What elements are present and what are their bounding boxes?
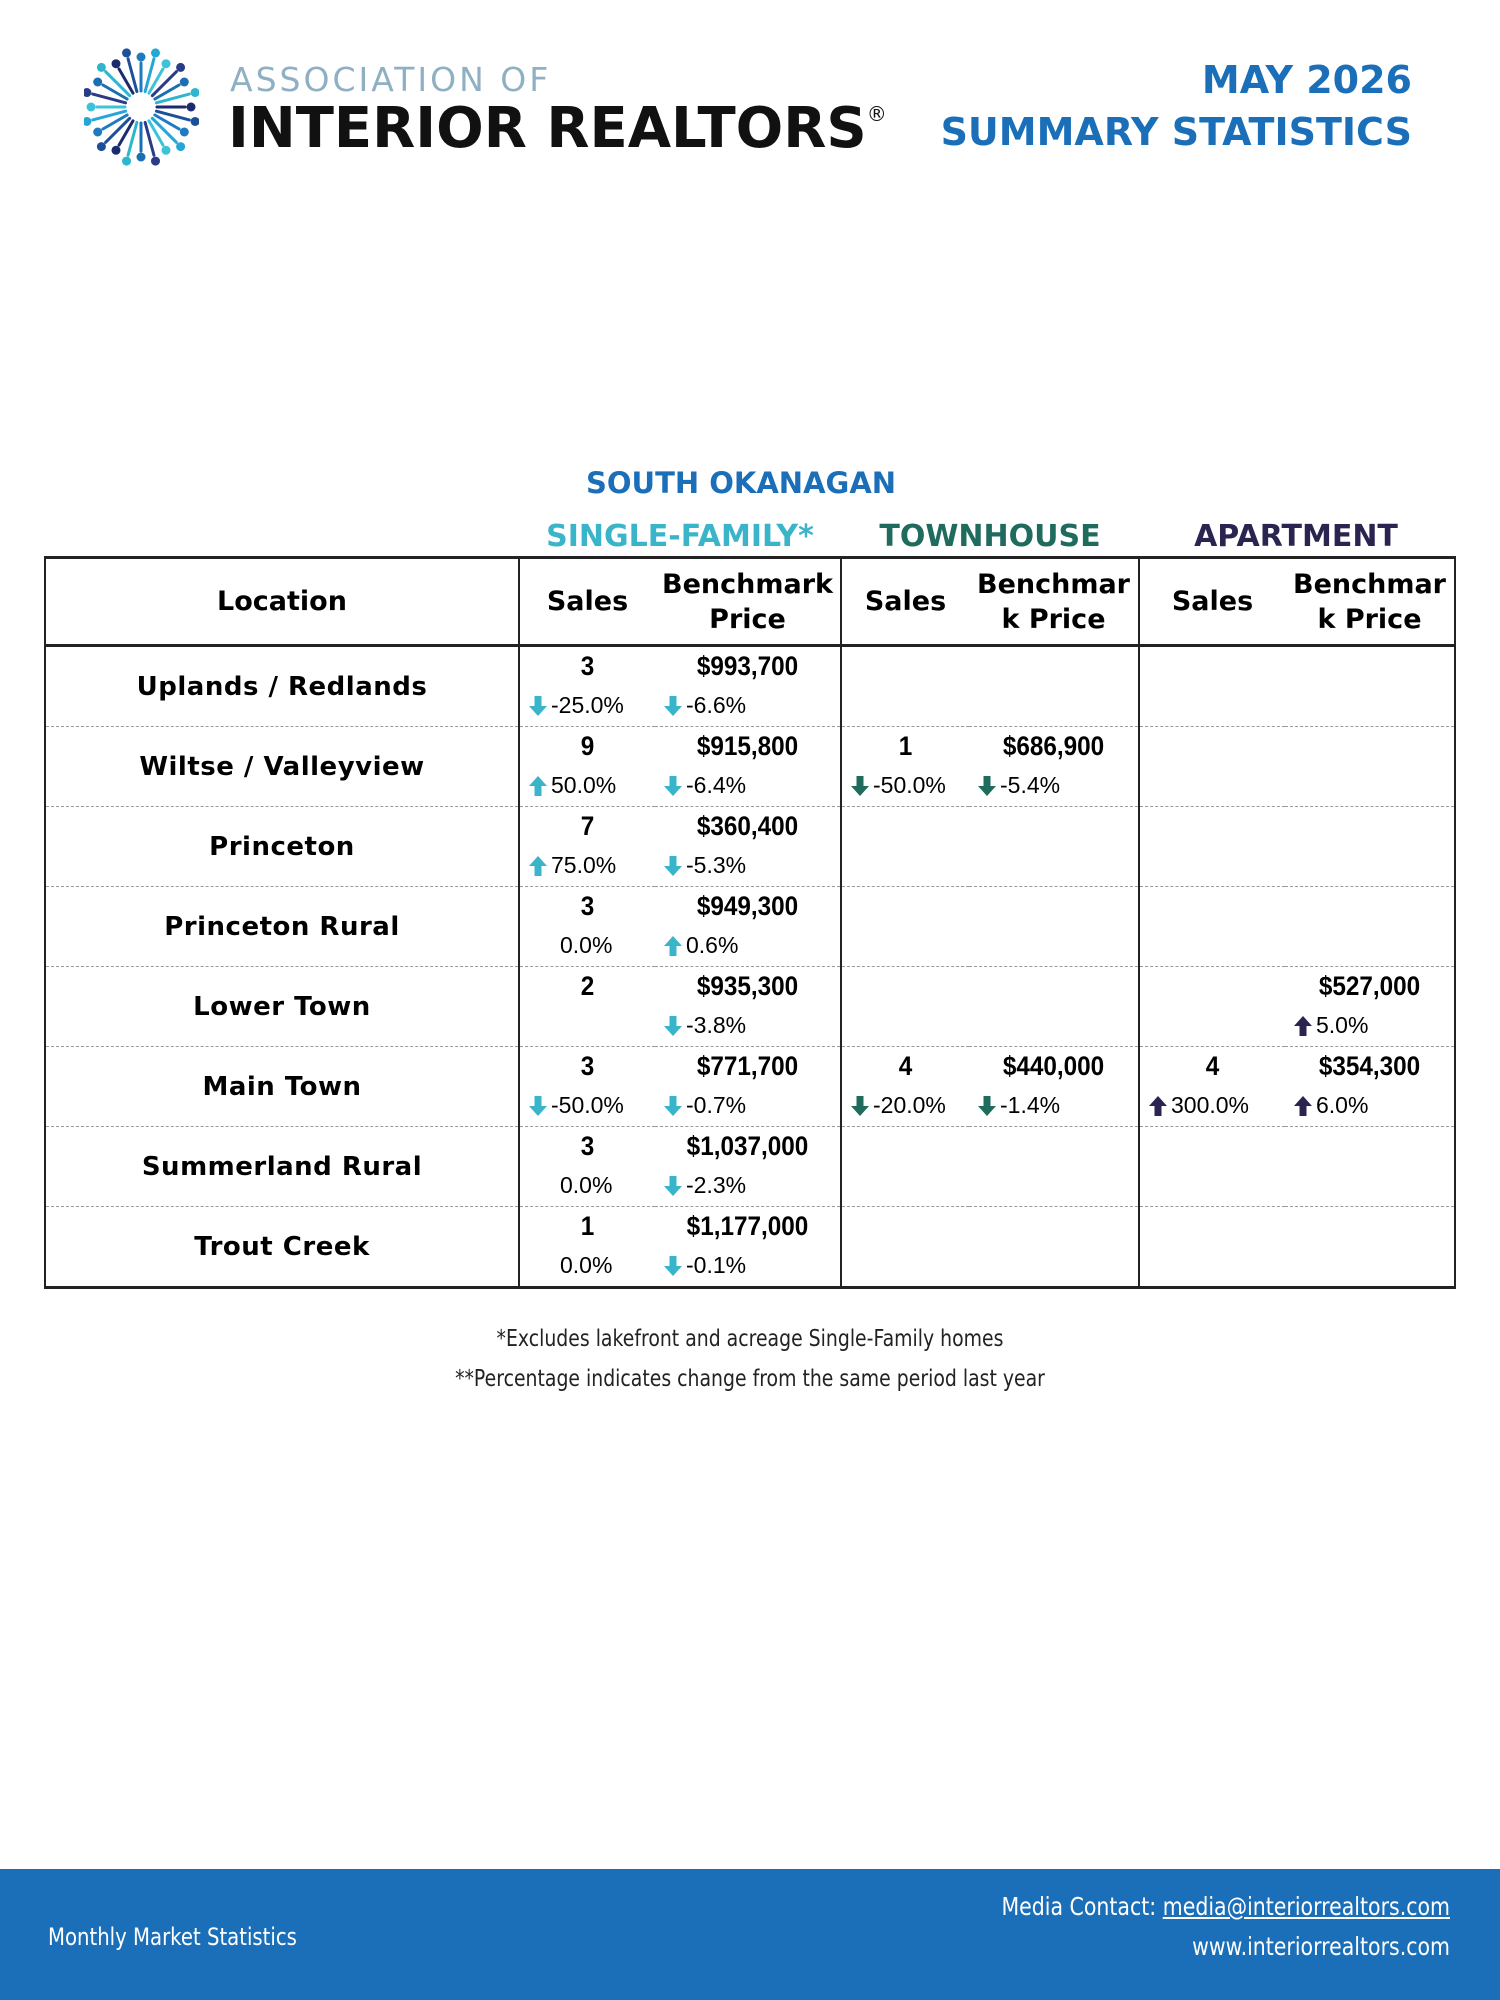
sf-sales-cell	[519, 1127, 655, 1207]
th-sales-change	[850, 772, 946, 799]
location-cell: Princeton	[45, 807, 519, 887]
ap-sales-cell	[1139, 727, 1285, 807]
sf-price-change	[663, 1012, 746, 1039]
header-sf-sales: Sales	[519, 558, 655, 646]
table-row	[45, 727, 1455, 807]
ap-sales-cell	[1139, 887, 1285, 967]
table-row	[45, 1207, 1455, 1288]
stats-table	[44, 556, 1456, 1289]
sf-sales-cell	[519, 807, 655, 887]
org-name-text: INTERIOR REALTORS	[228, 96, 867, 161]
table-body	[45, 646, 1455, 1288]
th-price-change	[977, 1092, 1060, 1119]
footer-label: Monthly Market Statistics	[48, 1923, 297, 1951]
arrow-down-icon	[663, 1255, 683, 1277]
change-text: 50.0%	[551, 772, 617, 798]
table-row	[45, 807, 1455, 887]
change-text: -6.6%	[686, 692, 747, 718]
ap-sales-cell	[1139, 1207, 1285, 1288]
th-sales-cell	[841, 727, 969, 807]
th-sales-cell	[841, 1047, 969, 1127]
header-th-price-line2: k Price	[1001, 603, 1106, 635]
th-sales-cell	[841, 646, 969, 727]
sf-sales-value: 9	[580, 731, 595, 761]
change-text: -5.4%	[1000, 772, 1061, 798]
arrow-down-icon	[663, 855, 683, 877]
region-title: SOUTH OKANAGAN	[586, 466, 897, 500]
change-text: 0.0%	[560, 1172, 613, 1198]
th-sales-change	[850, 1092, 946, 1119]
ap-price-cell	[1285, 1207, 1455, 1288]
sf-price-cell	[655, 1127, 841, 1207]
sf-price-change	[663, 1092, 746, 1119]
ap-price-cell	[1285, 1127, 1455, 1207]
report-title-month: MAY 2026	[1201, 58, 1412, 102]
sf-price-cell	[655, 807, 841, 887]
sf-sales-cell	[519, 646, 655, 727]
table-row	[45, 967, 1455, 1047]
arrow-down-icon	[663, 695, 683, 717]
org-name-line1: ASSOCIATION OF	[230, 60, 552, 99]
table-row	[45, 887, 1455, 967]
header-sf-price	[655, 558, 841, 646]
arrow-up-icon	[1148, 1095, 1168, 1117]
th-price-cell	[969, 887, 1139, 967]
location-cell: Lower Town	[45, 967, 519, 1047]
sf-price-value: $360,400	[696, 811, 799, 841]
change-text: 6.0%	[1316, 1092, 1369, 1118]
change-text: 5.0%	[1316, 1012, 1369, 1038]
arrow-down-icon	[850, 775, 870, 797]
arrow-up-icon	[528, 855, 548, 877]
sf-price-change	[663, 1172, 746, 1199]
table-row	[45, 1047, 1455, 1127]
change-text: -50.0%	[551, 1092, 624, 1118]
sf-price-cell	[655, 646, 841, 727]
header-location: Location	[45, 558, 519, 646]
change-text: -5.3%	[686, 852, 747, 878]
change-text: 0.6%	[686, 932, 739, 958]
footer-bar	[0, 1869, 1500, 2000]
table-row	[45, 1127, 1455, 1207]
org-name-line2	[228, 96, 887, 161]
header-ap-price-line2: k Price	[1317, 603, 1422, 635]
ap-price-cell	[1285, 646, 1455, 727]
sf-price-cell	[655, 1207, 841, 1288]
arrow-down-icon	[663, 1175, 683, 1197]
sf-sales-cell	[519, 887, 655, 967]
arrow-up-icon	[1293, 1095, 1313, 1117]
arrow-down-icon	[663, 1095, 683, 1117]
sf-sales-value: 3	[580, 1131, 595, 1161]
header-th-price-line1: Benchmar	[976, 568, 1130, 600]
sf-sales-change	[528, 692, 624, 719]
change-text: 300.0%	[1171, 1092, 1250, 1118]
th-sales-cell	[841, 967, 969, 1047]
website-link[interactable]: www.interiorrealtors.com	[1192, 1932, 1450, 1961]
th-sales-value: 1	[898, 731, 913, 761]
sf-price-value: $771,700	[696, 1051, 799, 1081]
sf-price-cell	[655, 887, 841, 967]
location-cell: Wiltse / Valleyview	[45, 727, 519, 807]
location-cell: Trout Creek	[45, 1207, 519, 1288]
arrow-up-icon	[1293, 1015, 1313, 1037]
media-email-link[interactable]: media@interiorrealtors.com	[1162, 1892, 1450, 1921]
sf-sales-cell	[519, 727, 655, 807]
change-text: -20.0%	[873, 1092, 946, 1118]
th-sales-cell	[841, 1207, 969, 1288]
th-price-cell	[969, 1207, 1139, 1288]
th-price-cell	[969, 967, 1139, 1047]
th-price-cell	[969, 807, 1139, 887]
sf-price-cell	[655, 967, 841, 1047]
change-text: -50.0%	[873, 772, 946, 798]
ap-sales-cell	[1139, 967, 1285, 1047]
starburst-logo-icon	[84, 40, 199, 175]
th-price-value: $686,900	[1002, 731, 1105, 761]
th-sales-cell	[841, 807, 969, 887]
ap-price-cell	[1285, 967, 1455, 1047]
ap-sales-cell	[1139, 1127, 1285, 1207]
sf-price-change	[663, 932, 738, 959]
th-price-cell	[969, 1127, 1139, 1207]
ap-price-cell	[1285, 887, 1455, 967]
header-th-price	[969, 558, 1139, 646]
change-text: -0.7%	[686, 1092, 747, 1118]
header-ap-price	[1285, 558, 1455, 646]
header-th-sales: Sales	[841, 558, 969, 646]
change-text: -2.3%	[686, 1172, 747, 1198]
th-sales-value: 4	[898, 1051, 913, 1081]
th-price-cell	[969, 1047, 1139, 1127]
change-text: 0.0%	[560, 932, 613, 958]
sf-price-change	[663, 852, 746, 879]
th-price-cell	[969, 727, 1139, 807]
sf-price-cell	[655, 1047, 841, 1127]
footnote-exclusions: *Excludes lakefront and acreage Single-Family homes	[496, 1326, 1004, 1352]
report-title	[941, 54, 1412, 158]
sf-price-cell	[655, 727, 841, 807]
table-row	[45, 646, 1455, 727]
footer-contact	[1001, 1887, 1450, 1967]
change-text: -6.4%	[686, 772, 747, 798]
sf-sales-value: 2	[580, 971, 595, 1001]
ap-price-change	[1293, 1092, 1368, 1119]
location-cell: Main Town	[45, 1047, 519, 1127]
change-text: -3.8%	[686, 1012, 747, 1038]
sf-sales-value: 3	[580, 891, 595, 921]
th-sales-cell	[841, 1127, 969, 1207]
ap-sales-cell	[1139, 807, 1285, 887]
sf-sales-change	[528, 852, 616, 879]
sf-price-value: $935,300	[696, 971, 799, 1001]
sf-sales-change	[528, 772, 616, 799]
ap-sales-value: 4	[1205, 1051, 1220, 1081]
category-single-family: SINGLE-FAMILY*	[546, 519, 814, 554]
header-ap-price-line1: Benchmar	[1292, 568, 1446, 600]
media-contact-label: Media Contact:	[1001, 1892, 1163, 1921]
sf-sales-cell	[519, 1207, 655, 1288]
sf-sales-change	[560, 932, 612, 959]
location-cell: Princeton Rural	[45, 887, 519, 967]
location-cell: Uplands / Redlands	[45, 646, 519, 727]
sf-price-change	[663, 1252, 746, 1279]
arrow-up-icon	[528, 775, 548, 797]
category-townhouse: TOWNHOUSE	[879, 519, 1101, 554]
ap-price-cell	[1285, 727, 1455, 807]
header-sf-price-line1: Benchmark	[662, 568, 833, 600]
ap-sales-cell	[1139, 646, 1285, 727]
arrow-down-icon	[977, 775, 997, 797]
category-apartment: APARTMENT	[1194, 519, 1398, 554]
header-sf-price-line2: Price	[709, 603, 786, 635]
th-price-change	[977, 772, 1060, 799]
arrow-down-icon	[850, 1095, 870, 1117]
arrow-down-icon	[977, 1095, 997, 1117]
ap-price-change	[1293, 1012, 1368, 1039]
change-text: 0.0%	[560, 1252, 613, 1278]
ap-price-value: $354,300	[1318, 1051, 1421, 1081]
table-header-row	[45, 558, 1455, 646]
arrow-down-icon	[663, 775, 683, 797]
ap-sales-change	[1148, 1092, 1249, 1119]
sf-sales-change	[528, 1092, 624, 1119]
change-text: -25.0%	[551, 692, 624, 718]
arrow-down-icon	[663, 1015, 683, 1037]
sf-sales-change	[560, 1172, 612, 1199]
location-cell: Summerland Rural	[45, 1127, 519, 1207]
sf-price-value: $949,300	[696, 891, 799, 921]
arrow-down-icon	[528, 1095, 548, 1117]
report-title-subtitle: SUMMARY STATISTICS	[940, 110, 1412, 154]
change-text: 75.0%	[551, 852, 617, 878]
sf-sales-value: 3	[580, 1051, 595, 1081]
sf-price-change	[663, 692, 746, 719]
sf-sales-cell	[519, 1047, 655, 1127]
header-ap-sales: Sales	[1139, 558, 1285, 646]
sf-price-value: $915,800	[696, 731, 799, 761]
ap-price-value: $527,000	[1318, 971, 1421, 1001]
th-sales-cell	[841, 887, 969, 967]
registered-mark: ®	[866, 102, 887, 126]
sf-sales-cell	[519, 967, 655, 1047]
ap-price-cell	[1285, 807, 1455, 887]
footnote-percentage: **Percentage indicates change from the same period last year	[455, 1366, 1045, 1392]
sf-price-value: $993,700	[696, 651, 799, 681]
sf-sales-change	[560, 1252, 612, 1279]
sf-sales-value: 1	[580, 1211, 595, 1241]
media-contact-line	[1001, 1887, 1450, 1927]
ap-sales-cell	[1139, 1047, 1285, 1127]
sf-price-value: $1,037,000	[686, 1131, 809, 1161]
ap-price-cell	[1285, 1047, 1455, 1127]
change-text: -0.1%	[686, 1252, 747, 1278]
arrow-down-icon	[528, 695, 548, 717]
th-price-value: $440,000	[1002, 1051, 1105, 1081]
sf-sales-value: 3	[580, 651, 595, 681]
arrow-up-icon	[663, 935, 683, 957]
th-price-cell	[969, 646, 1139, 727]
sf-price-change	[663, 772, 746, 799]
sf-price-value: $1,177,000	[686, 1211, 809, 1241]
sf-sales-value: 7	[580, 811, 595, 841]
change-text: -1.4%	[1000, 1092, 1061, 1118]
